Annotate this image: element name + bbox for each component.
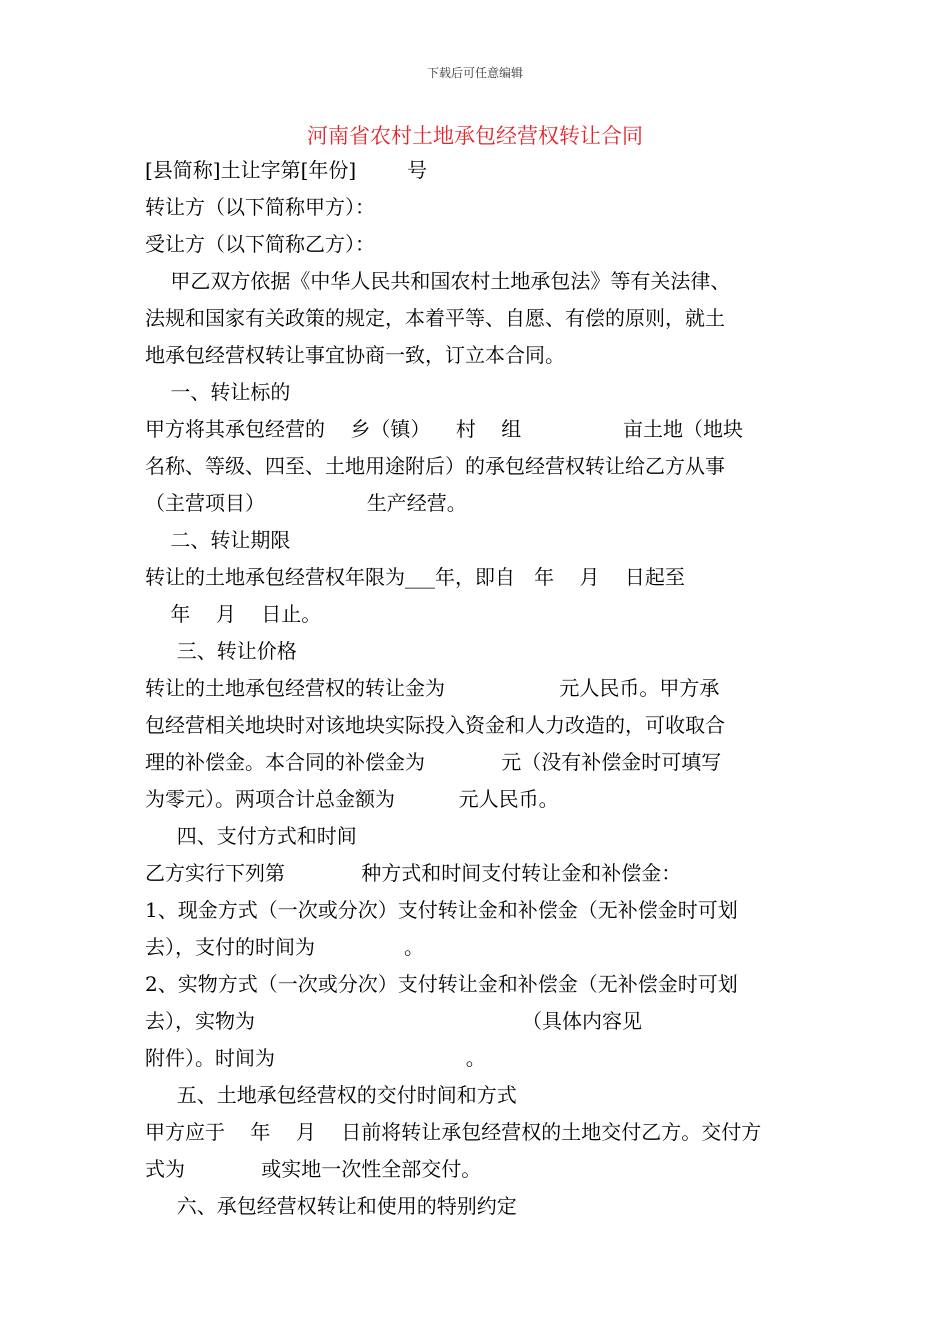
section-3-line-4: 为零元）。两项合计总金额为 元人民币。 <box>145 787 559 811</box>
section-4-line-4: 2、实物方式（一次或分次）支付转让金和补偿金（无补偿金时可划 <box>145 972 738 996</box>
preamble-line-2: 法规和国家有关政策的规定，本着平等、自愿、有偿的原则，就土 <box>145 306 725 330</box>
section-heading-5: 五、土地承包经营权的交付时间和方式 <box>145 1083 517 1107</box>
contract-title: 河南省农村土地承包经营权转让合同 <box>307 124 643 148</box>
section-1-line-3: （主营项目） 生产经营。 <box>145 491 467 515</box>
section-2-line-1: 转让的土地承包经营权年限为___年，即自 年 月 日起至 <box>145 565 685 589</box>
preamble-line-1: 甲乙双方依据《中华人民共和国农村土地承包法》等有关法律、 <box>145 269 731 293</box>
section-heading-6: 六、承包经营权转让和使用的特别约定 <box>145 1194 517 1218</box>
section-4-line-5: 去），实物为 （具体内容见 <box>145 1009 643 1033</box>
section-4-line-1: 乙方实行下列第 种方式和时间支付转让金和补偿金： <box>145 861 682 885</box>
section-1-line-2: 名称、等级、四至、土地用途附后）的承包经营权转让给乙方从事 <box>145 454 725 478</box>
section-1-line-1: 甲方将其承包经营的 乡（镇） 村 组 亩土地（地块 <box>145 417 744 441</box>
section-3-line-1: 转让的土地承包经营权的转让金为 元人民币。甲方承 <box>145 676 720 700</box>
section-5-line-1: 甲方应于 年 月 日前将转让承包经营权的土地交付乙方。交付方 <box>145 1120 762 1144</box>
section-4-line-6: 附件）。时间为 。 <box>145 1046 486 1070</box>
section-3-line-2: 包经营相关地块时对该地块实际投入资金和人力改造的，可收取合 <box>145 713 725 737</box>
section-heading-1: 一、转让标的 <box>145 380 291 404</box>
transferor-line: 转让方（以下简称甲方）： <box>145 195 375 219</box>
preamble-line-3: 地承包经营权转让事宜协商一致，订立本合同。 <box>145 343 565 367</box>
section-heading-3: 三、转让价格 <box>145 639 297 663</box>
section-2-line-2: 年 月 日止。 <box>145 602 322 626</box>
section-5-line-2: 式为 或实地一次性全部交付。 <box>145 1157 482 1181</box>
page-header-note: 下载后可任意编辑 <box>426 66 523 80</box>
contract-number-line: [县简称]土让字第[年份] 号 <box>145 158 428 182</box>
transferee-line: 受让方（以下简称乙方）： <box>145 232 375 256</box>
section-3-line-3: 理的补偿金。本合同的补偿金为 元（没有补偿金时可填写 <box>145 750 722 774</box>
section-heading-2: 二、转让期限 <box>145 528 291 552</box>
section-heading-4: 四、支付方式和时间 <box>145 824 357 848</box>
section-4-line-2: 1、现金方式（一次或分次）支付转让金和补偿金（无补偿金时可划 <box>145 898 738 922</box>
contract-body <box>145 152 810 1225</box>
section-4-line-3: 去），支付的时间为 。 <box>145 935 425 959</box>
